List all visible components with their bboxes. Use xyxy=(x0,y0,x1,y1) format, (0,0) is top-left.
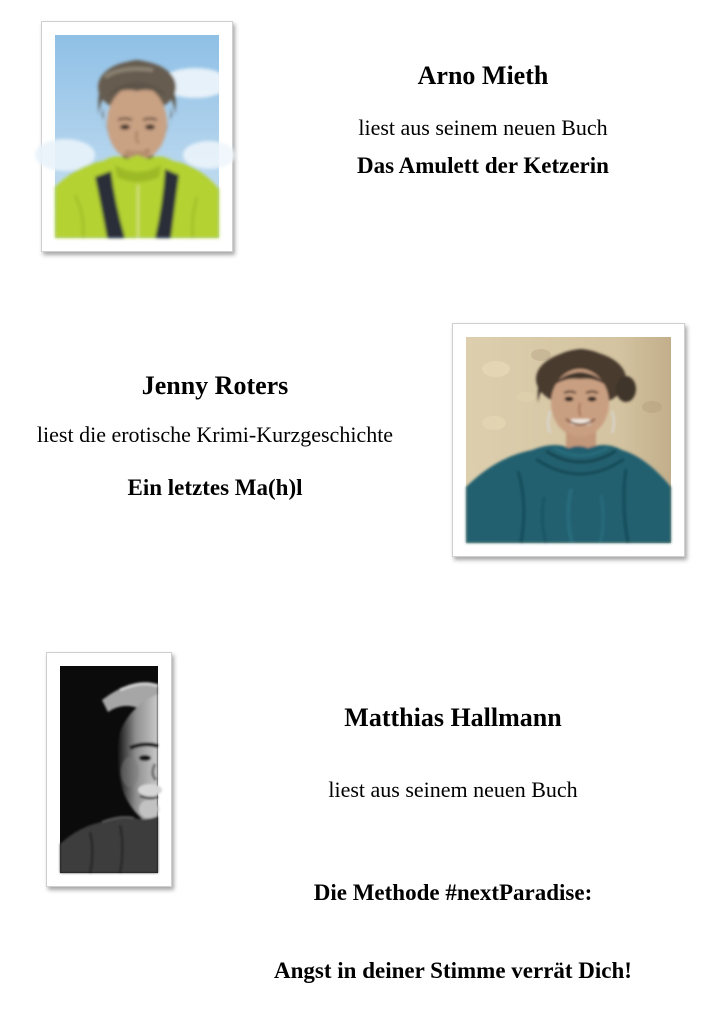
matthias-hallmann-portrait-image xyxy=(60,666,158,873)
photo-matthias-hallmann xyxy=(46,652,172,887)
author-name-jenny-roters: Jenny Roters xyxy=(141,371,289,400)
reading-line-jenny-roters: liest die erotische Krimi-Kurzgeschichte xyxy=(36,422,394,447)
reading-line-arno-mieth: liest aus seinem neuen Buch xyxy=(358,115,608,140)
author-name-arno-mieth: Arno Mieth xyxy=(417,61,549,90)
book-title-line-1: Die Methode #nextParadise: xyxy=(313,880,593,905)
photo-jenny-roters xyxy=(452,323,685,557)
book-title-line-2: Angst in deiner Stimme verrät Dich! xyxy=(274,958,632,983)
photo-arno-mieth xyxy=(41,21,233,252)
jenny-roters-portrait-image xyxy=(466,337,671,543)
book-title-jenny-roters: Ein letztes Ma(h)l xyxy=(127,475,303,500)
book-title-arno-mieth: Das Amulett der Ketzerin xyxy=(357,153,609,178)
author-name-matthias-hallmann: Matthias Hallmann xyxy=(344,703,562,732)
book-title-matthias-hallmann xyxy=(180,828,726,1036)
arno-mieth-portrait-image xyxy=(55,35,219,238)
reading-line-matthias-hallmann: liest aus seinem neuen Buch xyxy=(328,777,578,802)
